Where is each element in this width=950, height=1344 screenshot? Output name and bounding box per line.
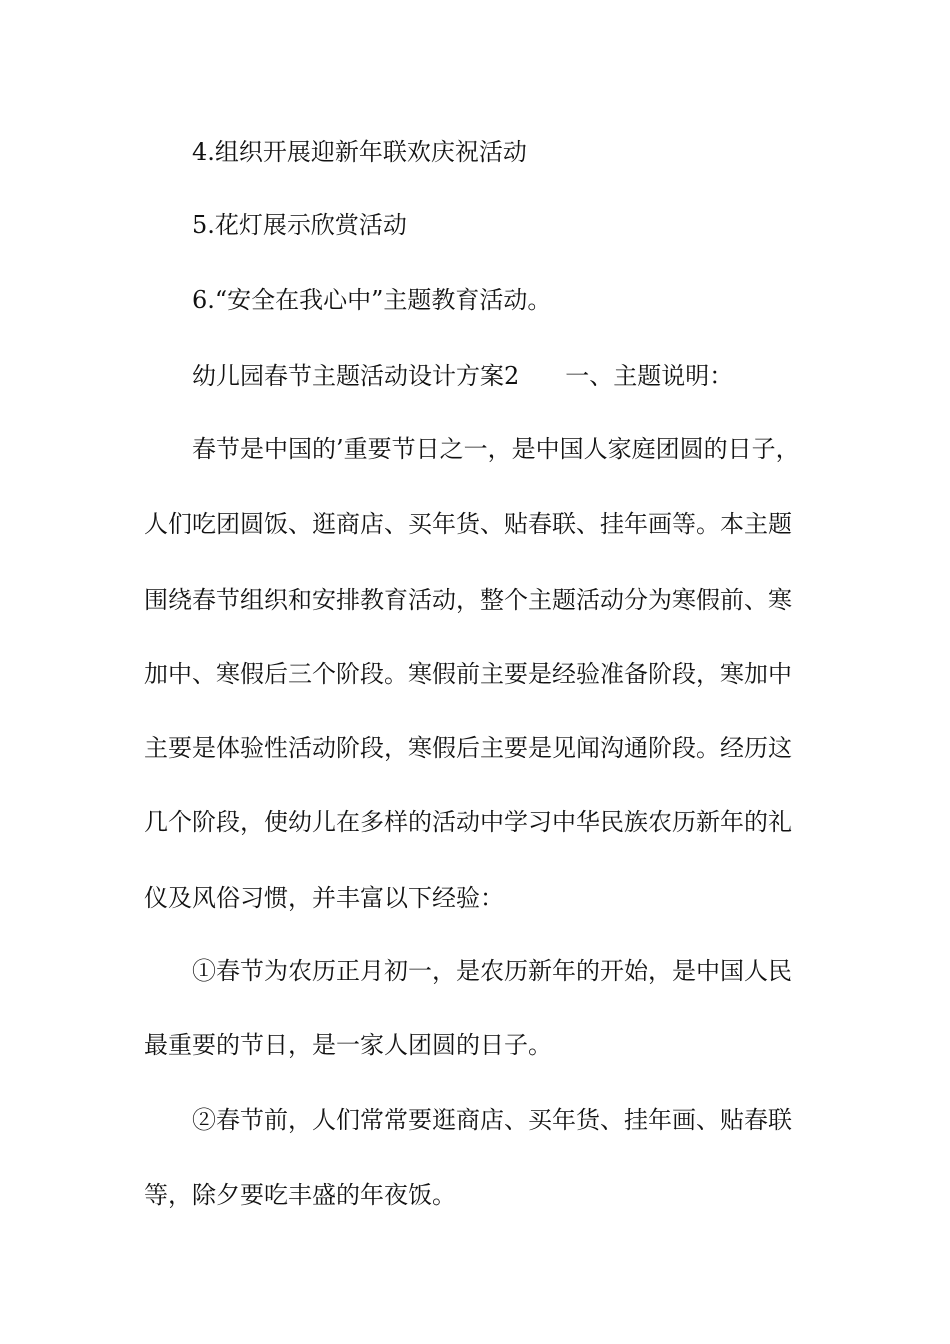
paragraph-line: 围绕春节组织和安排教育活动，整个主题活动分为寒假前、寒 xyxy=(144,586,792,614)
paragraph-line: 加中、寒假后三个阶段。寒假前主要是经验准备阶段，寒加中 xyxy=(144,660,792,688)
paragraph-line: 主要是体验性活动阶段，寒假后主要是见闻沟通阶段。经历这 xyxy=(144,734,792,762)
point-2-line: ②春节前，人们常常要逛商店、买年货、挂年画、贴春联 xyxy=(192,1106,792,1134)
section-subtitle: 一、主题说明： xyxy=(565,362,734,390)
paragraph-line: 春节是中国的’重要节日之一，是中国人家庭团圆的日子， xyxy=(192,435,800,463)
section-heading xyxy=(192,361,733,391)
section-title: 幼儿园春节主题活动设计方案2 xyxy=(192,362,520,390)
list-item-6: 6.“安全在我心中”主题教育活动。 xyxy=(192,286,552,314)
point-1-line: 最重要的节日，是一家人团圆的日子。 xyxy=(144,1031,552,1059)
point-1-line: ①春节为农历正月初一，是农历新年的开始，是中国人民 xyxy=(192,957,792,985)
paragraph-line: 人们吃团圆饭、逛商店、买年货、贴春联、挂年画等。本主题 xyxy=(144,510,792,538)
point-2-line: 等，除夕要吃丰盛的年夜饭。 xyxy=(144,1181,456,1209)
list-item-4: 4.组织开展迎新年联欢庆祝活动 xyxy=(192,138,527,166)
paragraph-line: 仪及风俗习惯，并丰富以下经验： xyxy=(144,884,504,912)
paragraph-line: 几个阶段，使幼儿在多样的活动中学习中华民族农历新年的礼 xyxy=(144,808,792,836)
list-item-5: 5.花灯展示欣赏活动 xyxy=(192,211,407,239)
